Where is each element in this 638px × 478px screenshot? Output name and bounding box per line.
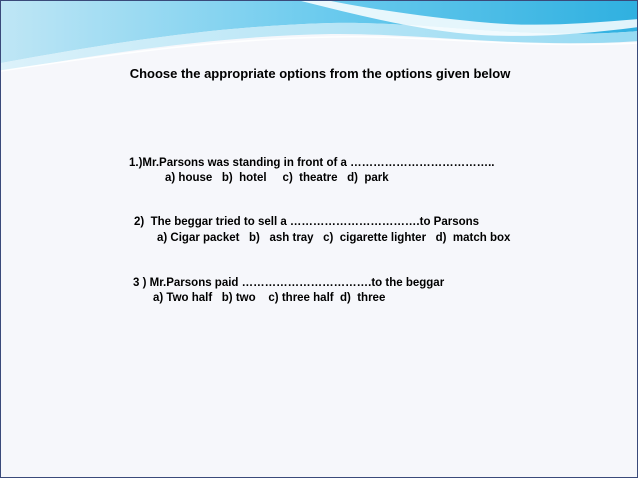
- question-2-text: 2) The beggar tried to sell a …………………………….to Parsons: [134, 216, 480, 228]
- page-title: Choose the appropriate options from the options given below: [129, 66, 511, 81]
- question-2-options: a) Cigar packet b) ash tray c) cigarette lighter d) match box: [157, 232, 511, 244]
- question-1-options: a) house b) hotel c) theatre d) park: [165, 172, 389, 184]
- question-3-text: 3 ) Mr.Parsons paid …………………………….to the beggar: [133, 277, 445, 289]
- question-1-text: 1.)Mr.Parsons was standing in front of a ………………………………..: [129, 157, 495, 169]
- question-3-options: a) Two half b) two c) three half d) three: [153, 292, 386, 304]
